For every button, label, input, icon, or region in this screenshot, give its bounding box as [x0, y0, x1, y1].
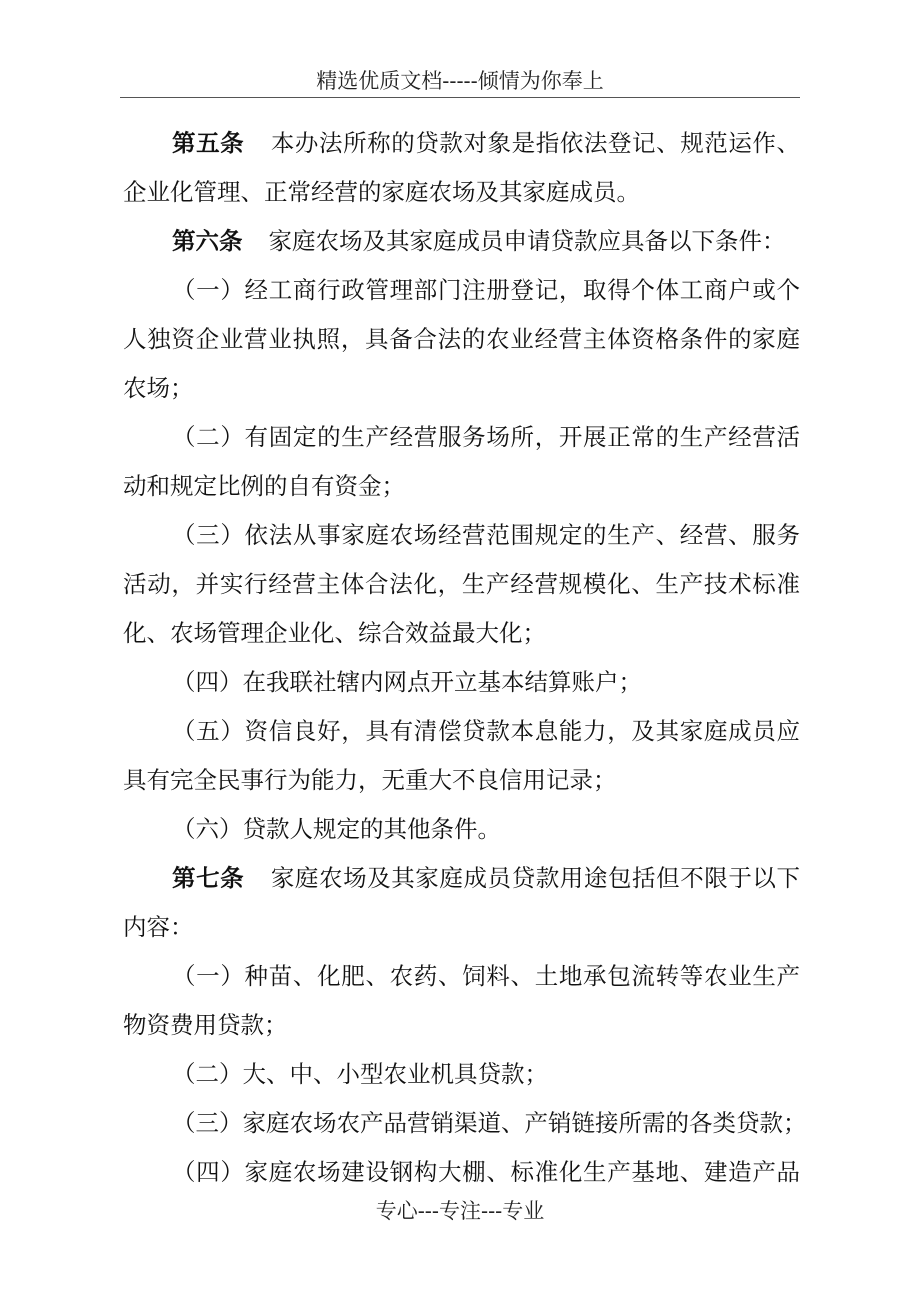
- article-6-line-1: 第六条 家庭农场及其家庭成员申请贷款应具备以下条件：: [172, 227, 786, 255]
- article-label: 第七条: [172, 864, 245, 892]
- clause-7-1-line-2: 物资费用贷款；: [123, 1011, 288, 1039]
- clause-6-2-line-2: 动和规定比例的自有资金；: [123, 472, 405, 500]
- header-divider: [120, 97, 800, 98]
- article-7-line-2: 内容：: [123, 913, 194, 941]
- clause-7-1-line-1: （一）种苗、化肥、农药、饲料、土地承包流转等农业生产: [172, 962, 800, 990]
- clause-6-3-line-2: 活动，并实行经营主体合法化，生产经营规模化、生产技术标准: [123, 570, 800, 598]
- clause-6-5-line-2: 具有完全民事行为能力，无重大不良信用记录；: [123, 766, 617, 794]
- clause-6-3-line-1: （三）依法从事家庭农场经营范围规定的生产、经营、服务: [172, 521, 800, 549]
- clause-7-4-line-1: （四）家庭农场建设钢构大棚、标准化生产基地、建造产品: [172, 1158, 800, 1186]
- article-label: 第六条: [172, 227, 243, 255]
- clause-7-2-line-1: （二）大、中、小型农业机具贷款；: [172, 1060, 548, 1088]
- clause-7-3-line-1: （三）家庭农场农产品营销渠道、产销链接所需的各类贷款；: [172, 1109, 807, 1137]
- clause-6-1-line-1: （一）经工商行政管理部门注册登记，取得个体工商户或个: [172, 276, 800, 304]
- article-label: 第五条: [172, 129, 245, 157]
- page-footer: 专心---专注---专业: [375, 1199, 545, 1223]
- clause-6-6-line-1: （六）贷款人规定的其他条件。: [172, 815, 501, 843]
- page-header: 精选优质文档-----倾情为你奉上: [316, 69, 604, 93]
- clause-6-5-line-1: （五）资信良好，具有清偿贷款本息能力，及其家庭成员应: [172, 717, 800, 745]
- article-5-line-1: 第五条 本办法所称的贷款对象是指依法登记、规范运作、: [172, 129, 801, 157]
- article-7-line-1: 第七条 家庭农场及其家庭成员贷款用途包括但不限于以下: [172, 864, 801, 892]
- clause-6-1-line-3: 农场；: [123, 374, 194, 402]
- article-5-line-2: 企业化管理、正常经营的家庭农场及其家庭成员。: [123, 178, 640, 206]
- clause-6-1-line-2: 人独资企业营业执照，具备合法的农业经营主体资格条件的家庭: [123, 325, 800, 353]
- clause-6-2-line-1: （二）有固定的生产经营服务场所，开展正常的生产经营活: [172, 423, 800, 451]
- clause-6-4-line-1: （四）在我联社辖内网点开立基本结算账户；: [172, 668, 642, 696]
- clause-6-3-line-3: 化、农场管理企业化、综合效益最大化；: [123, 619, 546, 647]
